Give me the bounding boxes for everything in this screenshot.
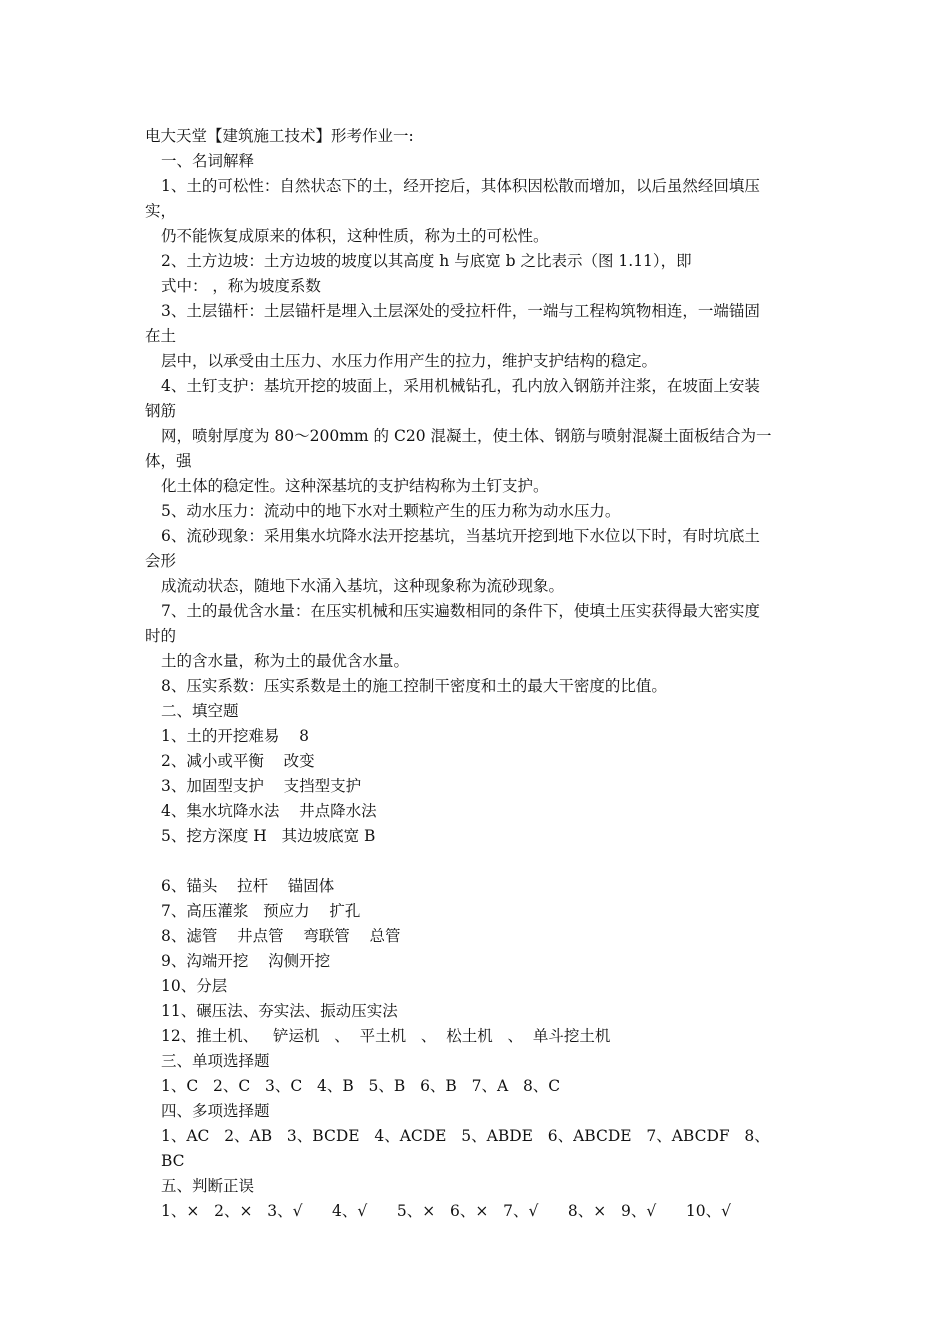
paragraph-line: 钢筋 <box>145 402 177 420</box>
answer-line: BC <box>161 1152 185 1170</box>
answer-line: 6、锚头 拉杆 锚固体 <box>161 877 335 895</box>
paragraph-line: 4、土钉支护：基坑开挖的坡面上，采用机械钻孔，孔内放入钢筋并注浆，在坡面上安装 <box>161 377 760 395</box>
answer-line: 10、分层 <box>161 977 228 995</box>
answer-line: 1、AC 2、AB 3、BCDE 4、ACDE 5、ABDE 6、ABCDE 7、ABCDF 8、 <box>161 1127 770 1145</box>
answer-line: 11、碾压法、夯实法、振动压实法 <box>161 1002 398 1020</box>
section-heading-single-choice: 三、单项选择题 <box>161 1052 270 1070</box>
paragraph-line: 实， <box>145 202 177 220</box>
answer-line: 1、× 2、× 3、√ 4、√ 5、× 6、× 7、√ 8、× 9、√ 10、√ <box>161 1202 731 1220</box>
answer-line: 2、减小或平衡 改变 <box>161 752 315 770</box>
paragraph-line: 1、土的可松性：自然状态下的土，经开挖后，其体积因松散而增加，以后虽然经回填压 <box>161 177 760 195</box>
blank-line <box>145 849 815 874</box>
answer-line: 3、加固型支护 支挡型支护 <box>161 777 362 795</box>
paragraph-line: 7、土的最优含水量：在压实机械和压实遍数相同的条件下，使填土压实获得最大密实度 <box>161 602 760 620</box>
answer-line: 4、集水坑降水法 井点降水法 <box>161 802 377 820</box>
section-heading-multi-choice: 四、多项选择题 <box>161 1102 270 1120</box>
answer-line: 7、高压灌浆 预应力 扩孔 <box>161 902 361 920</box>
answer-line: 1、C 2、C 3、C 4、B 5、B 6、B 7、A 8、C <box>161 1077 561 1095</box>
answer-line: 9、沟端开挖 沟侧开挖 <box>161 952 331 970</box>
paragraph-line: 8、压实系数：压实系数是土的施工控制干密度和土的最大干密度的比值。 <box>161 677 667 695</box>
paragraph-line: 时的 <box>145 627 177 645</box>
paragraph-line: 式中： ，称为坡度系数 <box>161 277 321 295</box>
section-heading-fill-blank: 二、填空题 <box>161 702 239 720</box>
paragraph-line: 仍不能恢复成原来的体积，这种性质，称为土的可松性。 <box>161 227 549 245</box>
answer-line: 12、推土机、 铲运机 、 平土机 、 松土机 、 单斗挖土机 <box>161 1027 611 1045</box>
answer-line: 8、滤管 井点管 弯联管 总管 <box>161 927 401 945</box>
paragraph-line: 体，强 <box>145 452 192 470</box>
answer-line: 5、挖方深度 H 其边坡底宽 B <box>161 827 376 845</box>
section-heading-terms: 一、名词解释 <box>161 152 255 170</box>
paragraph-line: 6、流砂现象：采用集水坑降水法开挖基坑，当基坑开挖到地下水位以下时，有时坑底土 <box>161 527 760 545</box>
paragraph-line: 3、土层锚杆：土层锚杆是埋入土层深处的受拉杆件，一端与工程构筑物相连，一端锚固 <box>161 302 760 320</box>
paragraph-line: 化土体的稳定性。这种深基坑的支护结构称为土钉支护。 <box>161 477 549 495</box>
paragraph-line: 在土 <box>145 327 177 345</box>
paragraph-line: 会形 <box>145 552 177 570</box>
answer-line: 1、土的开挖难易 8 <box>161 727 309 745</box>
document-title: 电大天堂【建筑施工技术】形考作业一: <box>145 127 414 145</box>
section-heading-true-false: 五、判断正误 <box>161 1177 255 1195</box>
paragraph-line: 土的含水量，称为土的最优含水量。 <box>161 652 410 670</box>
paragraph-line: 5、动水压力：流动中的地下水对土颗粒产生的压力称为动水压力。 <box>161 502 621 520</box>
paragraph-line: 网，喷射厚度为 80～200mm 的 C20 混凝土，使土体、钢筋与喷射混凝土面板结合为一 <box>161 427 772 445</box>
paragraph-line: 层中，以承受由土压力、水压力作用产生的拉力，维护支护结构的稳定。 <box>161 352 658 370</box>
document-body <box>145 124 815 1224</box>
paragraph-line: 2、土方边坡：土方边坡的坡度以其高度 h 与底宽 b 之比表示（图 1.11），即 <box>161 252 692 270</box>
paragraph-line: 成流动状态，随地下水涌入基坑，这种现象称为流砂现象。 <box>161 577 565 595</box>
